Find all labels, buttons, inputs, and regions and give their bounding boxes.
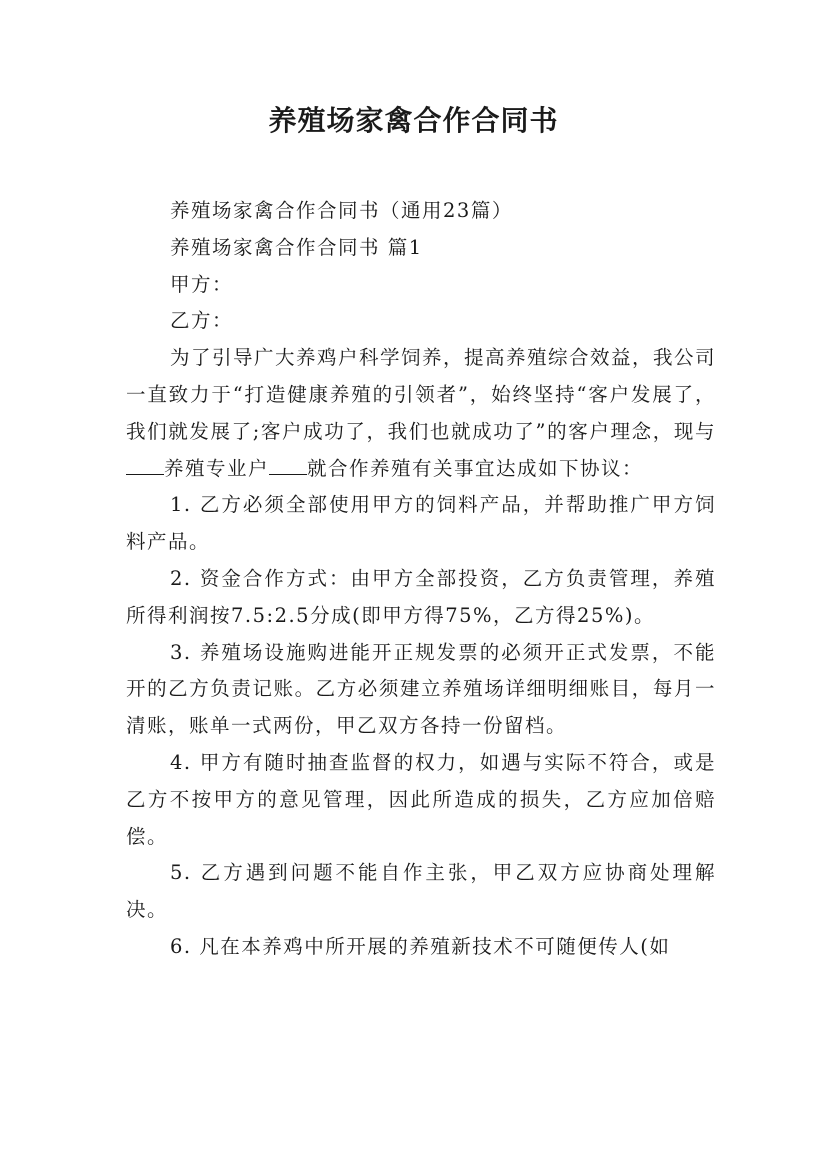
clause-2: 2. 资金合作方式：由甲方全部投资，乙方负责管理，养殖所得利润按7.5:2.5分成(即甲方得75%，乙方得25%)。	[126, 566, 716, 627]
clause-5: 5. 乙方遇到问题不能自作主张，甲乙双方应协商处理解决。	[126, 861, 716, 922]
clause-6: 6. 凡在本养鸡中所开展的养殖新技术不可随便传人(如	[170, 934, 671, 958]
intro-text-2: 养殖专业户	[164, 456, 270, 480]
document-body	[126, 193, 716, 966]
party-b-line: 乙方：	[170, 309, 234, 333]
intro-text-1: 为了引导广大养鸡户科学饲养，提高养殖综合效益，我公司一直致力于“打造健康养殖的引领者”，始终坚持“客户发展了，我们就发展了;客户成功了，我们也就成功了”的客户理念，现与	[126, 346, 717, 443]
chapter-line: 养殖场家禽合作合同书 篇1	[170, 235, 423, 259]
clause-1: 1. 乙方必须全部使用甲方的饲料产品，并帮助推广甲方饲料产品。	[126, 493, 716, 554]
blank-line-2	[269, 456, 307, 475]
intro-text-3: 就合作养殖有关事宜达成如下协议：	[307, 456, 644, 480]
clause-3: 3. 养殖场设施购进能开正规发票的必须开正式发票，不能开的乙方负责记账。乙方必须建立养殖场详细明细账目，每月一清账，账单一式两份，甲乙双方各持一份留档。	[126, 640, 716, 738]
document-title: 养殖场家禽合作合同书	[268, 104, 559, 137]
subtitle-line: 养殖场家禽合作合同书（通用23篇）	[170, 199, 513, 222]
intro-paragraph	[126, 340, 716, 487]
blank-line-1	[126, 456, 164, 475]
party-a-line: 甲方：	[170, 272, 234, 296]
clause-4: 4. 甲方有随时抽查监督的权力，如遇与实际不符合，或是乙方不按甲方的意见管理，因此所造成的损失，乙方应加倍赔偿。	[126, 750, 716, 848]
